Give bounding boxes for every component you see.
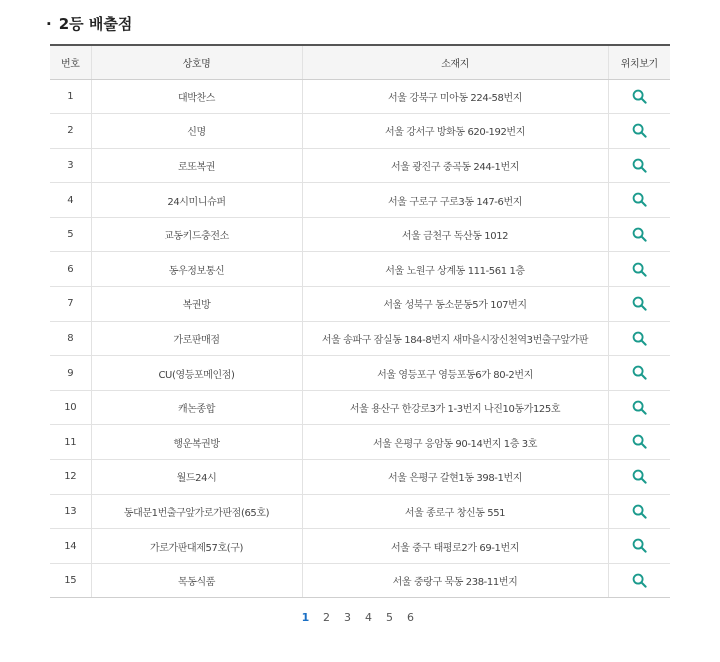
table-header-row xyxy=(50,45,670,79)
search-icon xyxy=(632,262,647,277)
store-name: 대박찬스 xyxy=(91,79,302,114)
pagination xyxy=(0,611,718,624)
table-row xyxy=(50,148,670,183)
page-link-1[interactable]: 1 xyxy=(301,611,310,624)
row-number: 12 xyxy=(50,460,91,495)
section-title xyxy=(46,13,132,34)
store-address: 서울 영등포구 영등포동6가 80-2번지 xyxy=(302,356,608,391)
row-number: 15 xyxy=(50,563,91,598)
store-address: 서울 중랑구 묵동 238-11번지 xyxy=(302,563,608,598)
search-icon xyxy=(632,296,647,311)
search-icon xyxy=(632,89,647,104)
map-cell xyxy=(608,252,670,287)
view-location-button[interactable] xyxy=(629,536,649,556)
table-row xyxy=(50,390,670,425)
view-location-button[interactable] xyxy=(629,432,649,452)
store-address: 서울 은평구 응암동 90-14번지 1층 3호 xyxy=(302,425,608,460)
title-bullet: · xyxy=(46,14,52,33)
search-icon xyxy=(632,227,647,242)
store-address: 서울 금천구 독산동 1012 xyxy=(302,217,608,252)
store-address: 서울 강서구 방화동 620-192번지 xyxy=(302,114,608,149)
store-address: 서울 구로구 구로3동 147-6번지 xyxy=(302,183,608,218)
table-row xyxy=(50,494,670,529)
view-location-button[interactable] xyxy=(629,570,649,590)
row-number: 13 xyxy=(50,494,91,529)
search-icon xyxy=(632,123,647,138)
map-cell xyxy=(608,183,670,218)
table-row xyxy=(50,79,670,114)
map-cell xyxy=(608,494,670,529)
view-location-button[interactable] xyxy=(629,121,649,141)
store-name: 동대문1번출구앞가로가판점(65호) xyxy=(91,494,302,529)
store-address: 서울 성북구 동소문동5가 107번지 xyxy=(302,287,608,322)
row-number: 9 xyxy=(50,356,91,391)
search-icon xyxy=(632,158,647,173)
search-icon xyxy=(632,538,647,553)
view-location-button[interactable] xyxy=(629,501,649,521)
row-number: 11 xyxy=(50,425,91,460)
table-row xyxy=(50,460,670,495)
table-row xyxy=(50,563,670,598)
store-address: 서울 종로구 창신동 551 xyxy=(302,494,608,529)
header-address: 소재지 xyxy=(302,45,608,79)
row-number: 8 xyxy=(50,321,91,356)
map-cell xyxy=(608,79,670,114)
page-link-3[interactable]: 3 xyxy=(344,611,351,624)
table-row xyxy=(50,287,670,322)
page-link-6[interactable]: 6 xyxy=(407,611,414,624)
view-location-button[interactable] xyxy=(629,86,649,106)
store-address: 서울 중구 태평로2가 69-1번지 xyxy=(302,529,608,564)
row-number: 10 xyxy=(50,390,91,425)
view-location-button[interactable] xyxy=(629,155,649,175)
view-location-button[interactable] xyxy=(629,224,649,244)
store-name: 행운복권방 xyxy=(91,425,302,460)
table-row xyxy=(50,183,670,218)
search-icon xyxy=(632,365,647,380)
store-name: 캐논종합 xyxy=(91,390,302,425)
store-name: 가로판매점 xyxy=(91,321,302,356)
table-row xyxy=(50,217,670,252)
map-cell xyxy=(608,563,670,598)
row-number: 5 xyxy=(50,217,91,252)
search-icon xyxy=(632,192,647,207)
view-location-button[interactable] xyxy=(629,397,649,417)
view-location-button[interactable] xyxy=(629,259,649,279)
store-address: 서울 강북구 미아동 224-58번지 xyxy=(302,79,608,114)
view-location-button[interactable] xyxy=(629,363,649,383)
view-location-button[interactable] xyxy=(629,467,649,487)
store-address: 서울 은평구 갈현1동 398-1번지 xyxy=(302,460,608,495)
map-cell xyxy=(608,321,670,356)
search-icon xyxy=(632,573,647,588)
table-row xyxy=(50,529,670,564)
table-row xyxy=(50,252,670,287)
table-row xyxy=(50,356,670,391)
row-number: 6 xyxy=(50,252,91,287)
search-icon xyxy=(632,434,647,449)
store-address: 서울 광진구 중곡동 244-1번지 xyxy=(302,148,608,183)
store-address: 서울 용산구 한강로3가 1-3번지 나진10동가125호 xyxy=(302,390,608,425)
section-title-text: 2등 배출점 xyxy=(58,15,133,33)
store-name: 로또복권 xyxy=(91,148,302,183)
map-cell xyxy=(608,217,670,252)
store-name: CU(영등포메인점) xyxy=(91,356,302,391)
page-link-2[interactable]: 2 xyxy=(323,611,330,624)
search-icon xyxy=(632,469,647,484)
store-name: 24시미니슈퍼 xyxy=(91,183,302,218)
search-icon xyxy=(632,504,647,519)
view-location-button[interactable] xyxy=(629,328,649,348)
row-number: 3 xyxy=(50,148,91,183)
table-row xyxy=(50,425,670,460)
store-name: 월드24시 xyxy=(91,460,302,495)
store-name: 동우정보통신 xyxy=(91,252,302,287)
map-cell xyxy=(608,390,670,425)
map-cell xyxy=(608,460,670,495)
row-number: 14 xyxy=(50,529,91,564)
store-name: 교동키드충전소 xyxy=(91,217,302,252)
store-name: 신명 xyxy=(91,114,302,149)
map-cell xyxy=(608,529,670,564)
row-number: 1 xyxy=(50,79,91,114)
table-row xyxy=(50,114,670,149)
store-address: 서울 송파구 잠실동 184-8번지 새마을시장신천역3번출구앞가판 xyxy=(302,321,608,356)
map-cell xyxy=(608,287,670,322)
page-link-4[interactable]: 4 xyxy=(365,611,372,624)
store-table xyxy=(50,44,670,598)
row-number: 4 xyxy=(50,183,91,218)
map-cell xyxy=(608,148,670,183)
page-link-5[interactable]: 5 xyxy=(386,611,393,624)
store-address: 서울 노원구 상계동 111-561 1층 xyxy=(302,252,608,287)
view-location-button[interactable] xyxy=(629,190,649,210)
header-name: 상호명 xyxy=(91,45,302,79)
store-name: 가로가판대제57호(구) xyxy=(91,529,302,564)
map-cell xyxy=(608,356,670,391)
header-no: 번호 xyxy=(50,45,91,79)
row-number: 2 xyxy=(50,114,91,149)
store-name: 복권방 xyxy=(91,287,302,322)
search-icon xyxy=(632,331,647,346)
row-number: 7 xyxy=(50,287,91,322)
header-map: 위치보기 xyxy=(608,45,670,79)
store-name: 목동식품 xyxy=(91,563,302,598)
table-row xyxy=(50,321,670,356)
view-location-button[interactable] xyxy=(629,294,649,314)
search-icon xyxy=(632,400,647,415)
map-cell xyxy=(608,425,670,460)
map-cell xyxy=(608,114,670,149)
